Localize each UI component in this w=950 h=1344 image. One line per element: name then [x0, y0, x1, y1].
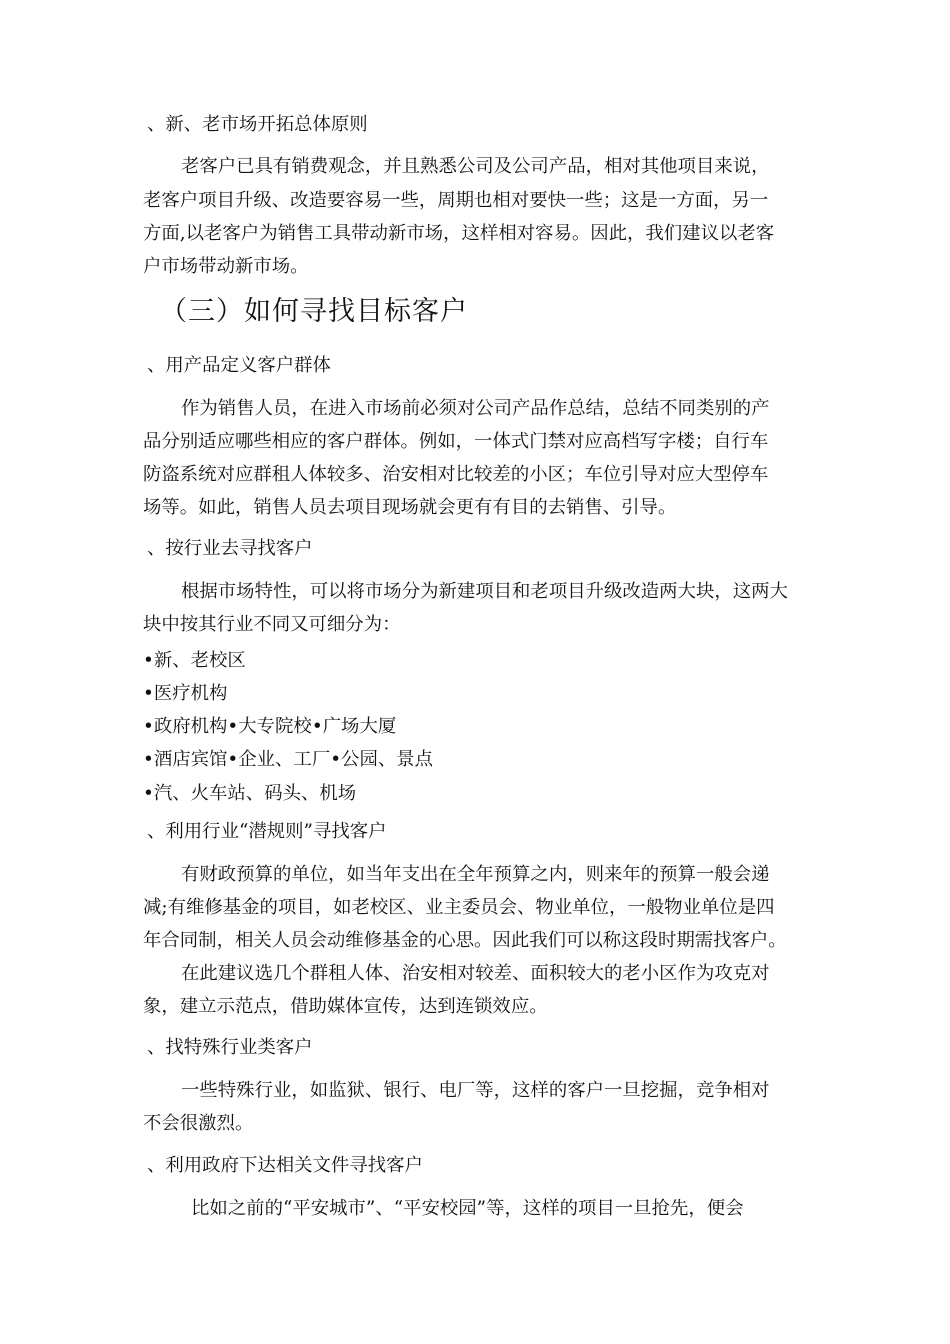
- section-title: （三）如何寻找目标客户: [160, 296, 468, 327]
- section-heading-by-industry: 、按行业去寻找客户: [147, 538, 313, 559]
- section-heading-new-old-market: 、新、老市场开拓总体原则: [147, 114, 368, 135]
- paragraph-line: 有财政预算的单位，如当年支出在全年预算之内，则来年的预算一般会递: [181, 864, 770, 885]
- section-heading-special-industry: 、找特殊行业类客户: [147, 1037, 313, 1058]
- paragraph-line: 老客户项目升级、改造要容易一些，周期也相对要快一些；这是一方面，另一: [143, 190, 769, 211]
- section-heading-product-customers: 、用产品定义客户群体: [147, 355, 331, 376]
- section-heading-unwritten-rules: 、利用行业“潜规则”寻找客户: [147, 821, 387, 842]
- paragraph-line: 户市场带动新市场。: [143, 256, 309, 277]
- paragraph-line: 根据市场特性，可以将市场分为新建项目和老项目升级改造两大块，这两大: [181, 581, 788, 602]
- paragraph-line: 方面,以老客户为销售工具带动新市场，这样相对容易。因此，我们建议以老客: [143, 223, 775, 244]
- paragraph-line: 作为销售人员，在进入市场前必须对公司产品作总结，总结不同类别的产: [181, 398, 770, 419]
- paragraph-line: 比如之前的“平安城市”、“平安校园”等，这样的项目一旦抢先，便会: [191, 1198, 744, 1219]
- bullet-item: •医疗机构: [143, 683, 228, 704]
- paragraph-line: 块中按其行业不同又可细分为：: [143, 614, 401, 635]
- paragraph-line: 在此建议选几个群租人体、治安相对较差、面积较大的老小区作为攻克对: [181, 963, 770, 984]
- bullet-item: •汽、火车站、码头、机场: [143, 783, 357, 804]
- bullet-item: •酒店宾馆•企业、工厂•公园、景点: [143, 749, 434, 770]
- paragraph-line: 品分别适应哪些相应的客户群体。例如，一体式门禁对应高档写字楼；自行车: [143, 431, 769, 452]
- paragraph-line: 一些特殊行业，如监狱、银行、电厂等，这样的客户一旦挖掘，竞争相对: [181, 1080, 770, 1101]
- bullet-item: •政府机构•大专院校•广场大厦: [143, 716, 397, 737]
- paragraph-line: 年合同制，相关人员会动维修基金的心思。因此我们可以称这段时期需找客户。: [143, 930, 787, 951]
- paragraph-line: 不会很激烈。: [143, 1113, 254, 1134]
- paragraph-line: 老客户已具有销费观念，并且熟悉公司及公司产品，相对其他项目来说，: [181, 156, 770, 177]
- bullet-item: •新、老校区: [143, 650, 246, 671]
- paragraph-line: 防盗系统对应群租人体较多、治安相对比较差的小区；车位引导对应大型停车: [143, 464, 769, 485]
- paragraph-line: 减;有维修基金的项目，如老校区、业主委员会、物业单位，一般物业单位是四: [143, 897, 775, 918]
- section-heading-government-documents: 、利用政府下达相关文件寻找客户: [147, 1155, 423, 1176]
- paragraph-line: 象，建立示范点，借助媒体宣传，达到连锁效应。: [143, 996, 548, 1017]
- paragraph-line: 场等。如此，销售人员去项目现场就会更有有目的去销售、引导。: [143, 497, 677, 518]
